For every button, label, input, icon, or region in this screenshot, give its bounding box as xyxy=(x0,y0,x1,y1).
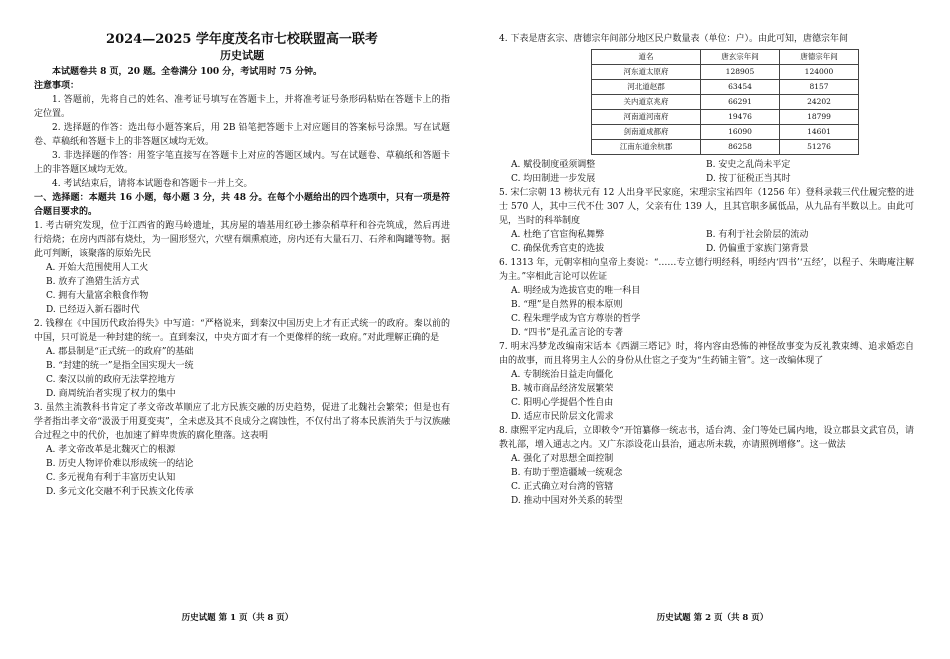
table-cell: 8157 xyxy=(780,80,859,95)
note-item: 1. 答题前，先将自己的姓名、准考证号填写在答题卡上，并将准考证号条形码粘贴在答题卡上的指定位置。 xyxy=(34,95,450,119)
option: A. 赋役制度亟须调整 xyxy=(511,160,596,170)
table-cell: 16090 xyxy=(701,125,780,140)
table-header: 唐德宗年间 xyxy=(780,50,859,65)
note-item: 2. 选择题的作答：选出每小题答案后，用 2B 铅笔把答题卡上对应题目的答案标号涂黑。写在试题卷、草稿纸和答题卡上的非答题区域均无效。 xyxy=(34,123,450,147)
question-stem: 7. 明末冯梦龙改编南宋话本《西湖三塔记》时，将内容由恐怖的神怪故事变为反礼教束缚、追求婚恋自由的故事，而且将男主人公的身份从仕宦之子变为“生药铺主管”。这一改编体现了 xyxy=(499,342,914,366)
option: C. 拥有大量富余粮食作物 xyxy=(46,291,149,301)
table-cell: 河南道河南府 xyxy=(592,110,701,125)
table-cell: 18799 xyxy=(780,110,859,125)
question-stem: 5. 宋仁宗朝 13 榜状元有 12 人出身平民家庭，宋理宗宝祐四年（1256 年）登科录载三代仕履完整的进士 570 人，其中三代不仕 307 人，父亲有仕 139 人，且其官职多属低品，从九品有半数以上。由此可见，当时的科举制度 xyxy=(499,188,914,226)
table-cell: 剑南道成都府 xyxy=(592,125,701,140)
table-row xyxy=(592,95,859,110)
option: D. 商周统治者实现了权力的集中 xyxy=(46,389,176,399)
note-item: 4. 考试结束后，请将本试题卷和答题卡一并上交。 xyxy=(52,179,253,189)
table-cell: 63454 xyxy=(701,80,780,95)
page-footer: 历史试题 第 1 页（共 8 页） xyxy=(181,613,294,623)
question-4 xyxy=(499,32,914,186)
table-row xyxy=(592,65,859,80)
question-stem: 2. 钱穆在《中国历代政治得失》中写道：“严格说来，到秦汉中国历史上才有正式统一的政府。秦以前的中国，只可说是一种封建的统一。直到秦汉，中央方面才有一个更像样的统一政府。”对此理解正确的是 xyxy=(34,319,450,343)
table-row xyxy=(592,80,859,95)
table-cell: 24202 xyxy=(780,95,859,110)
option: B. 城市商品经济发展繁荣 xyxy=(511,384,614,394)
subject-title: 历史试题 xyxy=(220,49,264,62)
table-header: 唐玄宗年间 xyxy=(701,50,780,65)
option: A. 郡县制是“正式统一的政府”的基础 xyxy=(46,347,194,357)
option: C. 秦汉以前的政府无法掌控地方 xyxy=(46,375,176,385)
table-cell: 66291 xyxy=(701,95,780,110)
exam-title: 2024—2025 学年度茂名市七校联盟高一联考 xyxy=(106,32,378,47)
option: A. 开始大范围使用人工火 xyxy=(46,263,149,273)
question-stem: 6. 1313 年，元朝宰相向皇帝上奏说：“……专立德行明经科，明经内‘四书’‘五经’，以程子、朱晦庵注解为主。”宰相此言论可以佐证 xyxy=(499,258,914,282)
option: B. 有助于塑造疆域一统观念 xyxy=(511,468,623,478)
table-cell: 128905 xyxy=(701,65,780,80)
option: A. 强化了对思想全面控制 xyxy=(511,454,614,464)
exam-intro: 本试题卷共 8 页，20 题。全卷满分 100 分，考试用时 75 分钟。 xyxy=(52,67,323,77)
option: B. “理”是自然界的根本原则 xyxy=(511,300,623,310)
section-heading: 一、选择题：本题共 16 小题，每小题 3 分，共 48 分。在每个小题给出的四个选项中，只有一项是符合题目要求的。 xyxy=(34,193,450,217)
note-item: 3. 非选择题的作答：用签字笔直接写在答题卡上对应的答题区域内。写在试题卷、草稿纸和答题卡上的非答题区域均无效。 xyxy=(34,151,450,175)
households-table xyxy=(591,49,859,155)
option: D. 适应市民阶层文化需求 xyxy=(511,412,614,422)
question-stem: 4. 下表是唐玄宗、唐德宗年间部分地区民户数量表（单位：户）。由此可知，唐德宗年间 xyxy=(499,34,848,44)
option: D. 多元文化交融不利于民族文化传承 xyxy=(46,487,194,497)
table-header: 道名 xyxy=(592,50,701,65)
question-2 xyxy=(34,317,450,401)
table-row xyxy=(592,125,859,140)
question-stem: 8. 康熙平定内乱后，立即敕令“开馆纂修一统志书，适台湾、金门等处已属内地，设立郡县文武官员，请教礼部，增入通志之内。又广东添设花山县治，通志所未载，亦请照例增修”。这一做法 xyxy=(499,426,914,450)
table-cell: 江南东道余杭郡 xyxy=(592,140,701,155)
option: C. 均田制进一步发展 xyxy=(511,174,596,184)
table-cell: 19476 xyxy=(701,110,780,125)
option: C. 正式确立对台湾的管辖 xyxy=(511,482,614,492)
option: C. 程朱理学成为官方尊崇的哲学 xyxy=(511,314,641,324)
option: C. 阳明心学提倡个性自由 xyxy=(511,398,614,408)
option: D. 仍偏重于家族门第背景 xyxy=(706,244,809,254)
question-3 xyxy=(34,401,450,499)
option: A. 明经成为选拔官吏的唯一科目 xyxy=(511,286,641,296)
question-8 xyxy=(499,424,914,508)
table-row xyxy=(592,110,859,125)
table-cell: 关内道京兆府 xyxy=(592,95,701,110)
option: A. 孝文帝改革是北魏灭亡的根源 xyxy=(46,445,176,455)
question-6 xyxy=(499,256,914,340)
table-row xyxy=(592,140,859,155)
option: D. “四书”是孔孟言论的专著 xyxy=(511,328,623,338)
question-1 xyxy=(34,219,450,317)
option: D. 按丁征税正当其时 xyxy=(706,174,791,184)
option: C. 确保优秀官吏的选拔 xyxy=(511,244,605,254)
question-7 xyxy=(499,340,914,424)
page-2-content xyxy=(499,32,914,508)
table-cell: 河北道赵郡 xyxy=(592,80,701,95)
option: B. 放弃了渔猎生活方式 xyxy=(46,277,140,287)
table-cell: 124000 xyxy=(780,65,859,80)
question-5 xyxy=(499,186,914,256)
notes-heading: 注意事项： xyxy=(34,81,80,91)
page-footer: 历史试题 第 2 页（共 8 页） xyxy=(656,613,769,623)
table-header-row xyxy=(592,50,859,65)
option: B. 安史之乱尚未平定 xyxy=(706,160,791,170)
option: B. 有利于社会阶层的流动 xyxy=(706,230,809,240)
options-grid xyxy=(499,228,914,256)
page-2 xyxy=(475,0,950,659)
table-cell: 14601 xyxy=(780,125,859,140)
option: A. 杜绝了官宦徇私舞弊 xyxy=(511,230,605,240)
option: B. “封建的统一”是指全国实现大一统 xyxy=(46,361,194,371)
option: B. 历史人物评价难以形成统一的结论 xyxy=(46,459,194,469)
options-grid xyxy=(499,158,914,186)
question-stem: 1. 考古研究发现，位于江西省的跑马岭遗址，其房屋的墙基用红砂土掺杂稻草秆和谷壳筑成，然后再进行焙烧；在房内西部有烧灶，为一圆形竖穴，穴壁有烟熏痕迹，房内还有大量石刀、石斧和陶罐等物。据此可判断，该聚落的原始先民 xyxy=(34,221,450,259)
option: D. 已经迈入新石器时代 xyxy=(46,305,140,315)
table-cell: 河东道太原府 xyxy=(592,65,701,80)
question-stem: 3. 虽然主流教科书肯定了孝文帝改革顺应了北方民族交融的历史趋势，促进了北魏社会繁荣；但是也有学者指出孝文帝“汲汲于用夏变夷”，全未虑及其不良成分之腐蚀性，不仅付出了将本民族消失于与汉族融合过程之中的代价，也加速了鲜卑贵族的腐化堕落。这表明 xyxy=(34,403,450,441)
option: C. 多元视角有利于丰富历史认知 xyxy=(46,473,176,483)
table-cell: 51276 xyxy=(780,140,859,155)
option: A. 专制统治日益走向僵化 xyxy=(511,370,614,380)
page-1-content xyxy=(34,32,450,499)
option: D. 推动中国对外关系的转型 xyxy=(511,496,623,506)
table-cell: 86258 xyxy=(701,140,780,155)
